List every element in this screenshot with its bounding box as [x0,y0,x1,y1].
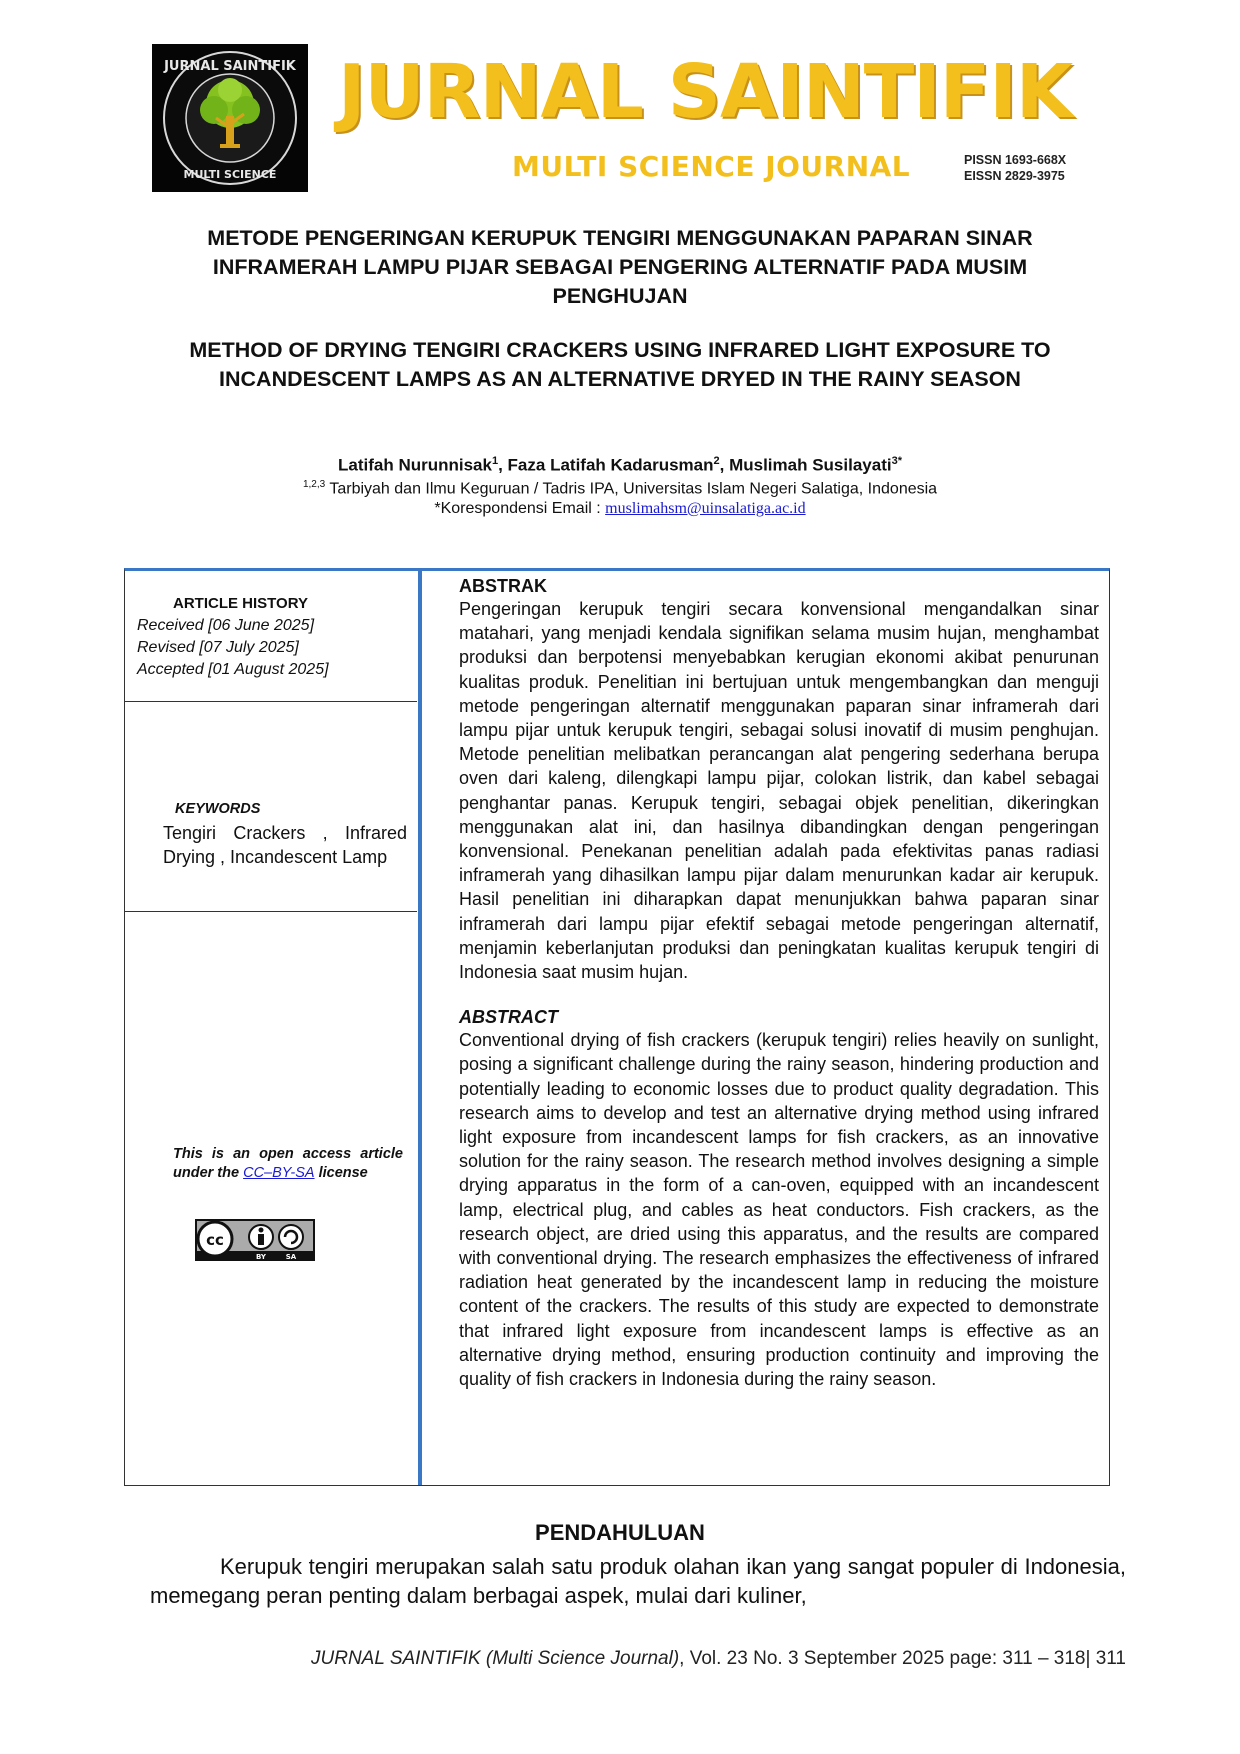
paper-title-english: METHOD OF DRYING TENGIRI CRACKERS USING INFRARED LIGHT EXPOSURE TO INCANDESCENT LAMPS AS AN ALTERNATIVE DRYED IN THE RAINY SEASON [189,338,1051,391]
license-text-after: license [314,1165,368,1181]
author-sup: 1 [491,455,499,467]
section-heading: PENDAHULUAN [535,1520,705,1545]
received-date: Received [06 June 2025] [137,617,315,634]
author-name: Faza Latifah Kadarusman [507,455,714,475]
sidebar-divider [125,701,417,702]
author-sup: 3* [891,455,902,467]
article-info-table [124,568,1110,1486]
introduction-paragraph: Kerupuk tengiri merupakan salah satu produk olahan ikan yang sangat populer di Indonesia, memegang peran penting dalam berbagai aspek, mulai dari kuliner, [150,1554,1126,1608]
keywords-text: Tengiri Crackers , Infrared Drying , Incandescent Lamp [163,823,407,867]
journal-subtitle: MULTI SCIENCE JOURNAL [512,150,911,183]
tree-logo-icon [152,44,308,192]
abstrak-body: Pengeringan kerupuk tengiri secara konvensional mengandalkan sinar matahari, yang menjadi kendala signifikan selama musim hujan, menghambat produksi dan berpotensi menyebabkan kerugian ekonomi akibat penurunan kualitas produk. Penelitian ini bertujuan untuk mengembangkan dan menguji metode pengeringan alternatif menggunakan paparan sinar inframerah dari lampu pijar untuk kerupuk tengiri, sebagai solusi inovatif di musim penghujan. Metode penelitian melibatkan perancangan alat pengering sederhana berupa oven dari kaleng, dilengkapi lampu pijar, colokan listrik, dan kabel sebagai penghantar panas. Kerupuk tengiri, sebagai objek penelitian, dikeringkan menggunakan alat ini, dan hasilnya dibandingkan dengan pengeringan konvensional. Penekanan penelitian adalah pada efektivitas panas radiasi inframerah yang dihasilkan lampu pijar dalam menurunkan kadar air kerupuk. Hasil penelitian ini diharapkan dapat menunjukkan bahwa paparan sinar inframerah dari lampu pijar efektif sebagai metode pengeringan alternatif, menjamin keberlanjutan produksi dan peningkatan kualitas kerupuk tengiri di Indonesia saat musim hujan. [459,599,1099,983]
affiliation-text: Tarbiyah dan Ilmu Keguruan / Tadris IPA, Universitas Islam Negeri Salatiga, Indonesia [325,480,938,498]
accepted-date: Accepted [01 August 2025] [137,661,329,678]
abstract-heading: ABSTRACT [459,1007,558,1028]
svg-text:MULTI SCIENCE: MULTI SCIENCE [183,168,277,181]
issn-block [964,152,1066,184]
author-name: Latifah Nurunnisak [338,455,492,475]
paper-title-indonesian: METODE PENGERINGAN KERUPUK TENGIRI MENGGUNAKAN PAPARAN SINAR INFRAMERAH LAMPU PIJAR SEBAGAI PENGERING ALTERNATIF PADA MUSIM PENGHUJAN [207,226,1033,308]
svg-text:cc: cc [206,1231,224,1249]
author-name: Muslimah Susilayati [729,455,892,475]
journal-logo [152,44,308,192]
correspondence-email-link[interactable]: muslimahsm@uinsalatiga.ac.id [605,500,806,517]
article-sidebar [125,571,417,1485]
svg-text:JURNAL SAINTIFIK: JURNAL SAINTIFIK [164,59,296,74]
pissn: PISSN 1693-668X [964,153,1067,167]
correspondence-label: *Korespondensi Email : [434,500,606,517]
license-link[interactable]: CC–BY-SA [243,1165,315,1181]
correspondence [130,498,1110,520]
journal-header [152,44,1112,194]
svg-text:SA: SA [285,1253,297,1261]
eissn: EISSN 2829-3975 [964,169,1065,183]
sidebar-divider [125,911,417,912]
footer-citation: , Vol. 23 No. 3 September 2025 page: 311 – 318| 311 [679,1648,1126,1669]
keywords-heading: KEYWORDS [175,801,261,817]
column-divider [418,571,422,1485]
author-separator: , [498,455,508,475]
footer-journal-name: JURNAL SAINTIFIK (Multi Science Journal) [311,1648,680,1669]
cc-by-sa-badge-icon [195,1219,315,1261]
affiliation-sup: 1,2,3 [302,479,326,490]
svg-text:BY: BY [255,1253,267,1261]
author-sup: 2 [713,455,720,467]
journal-name: JURNAL SAINTIFIK [338,49,1073,135]
abstract-column [459,571,1099,1391]
license-text-before: This is an open access article under the [173,1146,403,1181]
article-history-heading: ARTICLE HISTORY [173,595,309,612]
affiliation [130,474,1110,500]
author-separator: , [719,455,730,475]
author-list [130,450,1110,477]
abstract-body: Conventional drying of fish crackers (kerupuk tengiri) relies heavily on sunlight, posing a significant challenge during the rainy season, hindering production and potentially leading to economic losses due to product quality degradation. This research aims to develop and test an alternative drying method using infrared light exposure from incandescent lamps for fish crackers, as an innovative solution for the rainy season. The research method involves designing a simple drying apparatus in the form of a can-oven, equipped with an incandescent lamp, electrical plug, and cables as heat conductors. Fish crackers, as the research object, are dried using this apparatus, and the results are compared with conventional drying. The research emphasizes the effectiveness of infrared radiation heat generated by the incandescent lamp in reducing the moisture content of the crackers. The results of this study are expected to demonstrate that infrared light exposure from incandescent lamps is effective as an alternative drying method, ensuring production continuity and improving the quality of fish crackers in Indonesia during the rainy season. [459,1030,1099,1390]
open-access-notice [173,1145,403,1183]
page-footer [240,1648,1126,1670]
abstrak-heading: ABSTRAK [459,576,547,596]
revised-date: Revised [07 July 2025] [137,639,299,656]
